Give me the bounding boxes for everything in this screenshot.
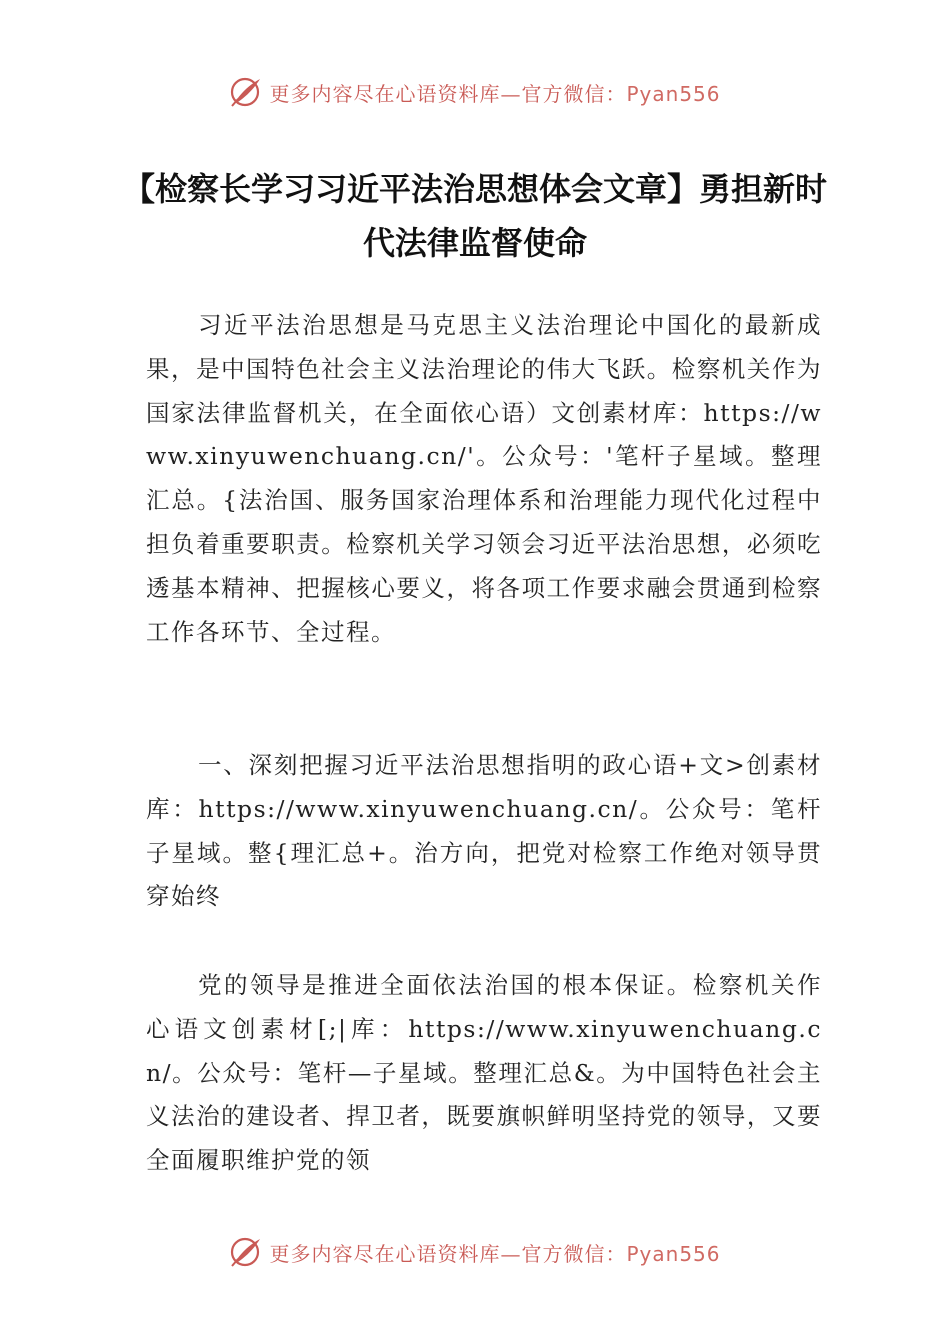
- quill-logo-icon: [229, 1235, 263, 1269]
- document-title: 【检察长学习习近平法治思想体会文章】勇担新时代法律监督使命: [122, 170, 827, 262]
- paragraph-body: 党的领导是推进全面依法治国的根本保证。检察机关作心语文创素材[;|库：https://www.xinyuwenchuang.cn/。公众号：笔杆—子星域。整理汇总&。为中国特色社会主义法治的建设者、捍卫者，既要旗帜鲜明坚持党的领导，又要全面履职维护党的领: [146, 971, 822, 1175]
- footer-watermark-banner: [0, 1230, 950, 1274]
- watermark-label: 更多内容尽在心语资料库—官方微信：: [269, 81, 627, 106]
- section-heading-1: 一、深刻把握习近平法治思想指明的政心语+文>创素材库：https://www.xinyuwenchuang.cn/。公众号：笔杆子星域。整{理汇总+。治方向，把党对检察工作绝对领导贯穿始终: [146, 751, 822, 911]
- watermark-contact: Pyan556: [626, 81, 721, 106]
- quill-logo-icon: [229, 75, 263, 109]
- watermark-contact: Pyan556: [626, 1241, 721, 1266]
- watermark-label: 更多内容尽在心语资料库—官方微信：: [269, 1241, 627, 1266]
- watermark-text: [269, 1238, 720, 1267]
- header-watermark-banner: [0, 70, 950, 114]
- watermark-text: [269, 78, 720, 107]
- paragraph-intro: 习近平法治思想是马克思主义法治理论中国化的最新成果，是中国特色社会主义法治理论的伟大飞跃。检察机关作为国家法律监督机关，在全面依心语）文创素材库：https://www.xinyuwenchuang.cn/'。公众号：'笔杆子星域。整理汇总。{法治国、服务国家治理体系和治理能力现代化过程中担负着重要职责。检察机关学习领会习近平法治思想，必须吃透基本精神、把握核心要义，将各项工作要求融会贯通到检察工作各环节、全过程。: [146, 311, 822, 646]
